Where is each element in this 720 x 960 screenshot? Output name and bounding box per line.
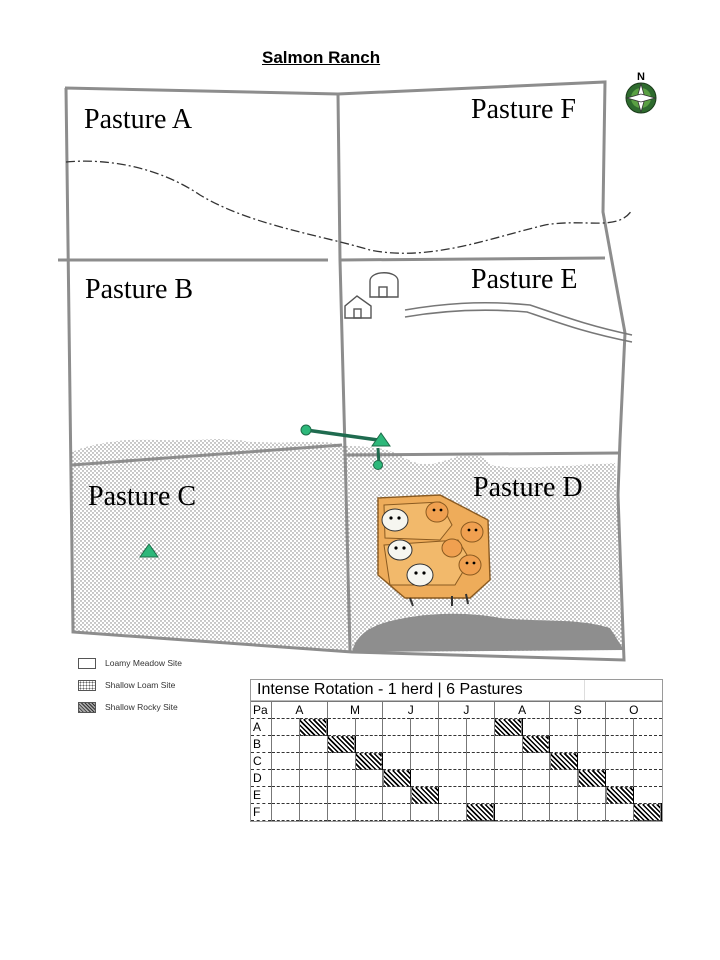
schedule-cell <box>633 787 661 804</box>
schedule-cell <box>439 770 467 787</box>
schedule-cell <box>355 787 383 804</box>
legend-item-meadow <box>78 652 182 674</box>
schedule-cell <box>439 719 467 736</box>
grazing-period-cell <box>578 770 606 787</box>
schedule-cell <box>411 770 439 787</box>
schedule-cell <box>466 719 494 736</box>
schedule-cell <box>578 719 606 736</box>
schedule-cell <box>606 719 634 736</box>
map-legend <box>78 652 182 718</box>
pasture-row-label: D <box>251 770 272 787</box>
schedule-cell <box>550 804 578 821</box>
schedule-cell <box>327 753 355 770</box>
schedule-cell <box>299 804 327 821</box>
pasture-a-label: Pasture A <box>84 104 193 135</box>
schedule-cell <box>578 804 606 821</box>
schedule-cell <box>272 787 300 804</box>
schedule-cell <box>411 753 439 770</box>
schedule-cell <box>439 736 467 753</box>
pasture-row-label: F <box>251 804 272 821</box>
schedule-cell <box>355 770 383 787</box>
month-header: M <box>327 702 383 719</box>
meadow-swatch <box>78 658 96 669</box>
schedule-cell <box>411 736 439 753</box>
schedule-cell <box>606 753 634 770</box>
grazing-period-cell <box>355 753 383 770</box>
schedule-cell <box>522 753 550 770</box>
schedule-cell <box>411 719 439 736</box>
schedule-grid <box>251 701 662 821</box>
schedule-cell <box>522 770 550 787</box>
grazing-period-cell <box>299 719 327 736</box>
schedule-cell <box>633 770 661 787</box>
schedule-cell <box>494 787 522 804</box>
grazing-period-cell <box>550 753 578 770</box>
pasture-row-label: E <box>251 787 272 804</box>
schedule-cell <box>578 753 606 770</box>
pasture-f-label: Pasture F <box>471 94 576 125</box>
map-title: Salmon Ranch <box>262 48 381 67</box>
schedule-cell <box>466 736 494 753</box>
schedule-cell <box>299 753 327 770</box>
schedule-title: Intense Rotation - 1 herd | 6 Pastures <box>251 680 662 701</box>
legend-label: Shallow Rocky Site <box>105 702 178 712</box>
grazing-period-cell <box>383 770 411 787</box>
loam-swatch <box>78 680 96 691</box>
compass-label: N <box>637 71 645 83</box>
schedule-cell <box>439 804 467 821</box>
rocky-swatch <box>78 702 96 713</box>
barn-icon <box>370 273 398 297</box>
schedule-cell <box>383 719 411 736</box>
rotation-schedule <box>250 679 663 822</box>
schedule-cell <box>606 770 634 787</box>
schedule-cell <box>550 770 578 787</box>
schedule-cell <box>606 736 634 753</box>
month-header: J <box>439 702 495 719</box>
schedule-row <box>251 804 662 821</box>
legend-label: Shallow Loam Site <box>105 680 176 690</box>
schedule-cell <box>327 770 355 787</box>
schedule-row <box>251 770 662 787</box>
schedule-cell <box>578 736 606 753</box>
schedule-cell <box>383 736 411 753</box>
schedule-row <box>251 719 662 736</box>
month-header: A <box>494 702 550 719</box>
schedule-cell <box>439 787 467 804</box>
schedule-cell <box>355 736 383 753</box>
schedule-cell <box>299 787 327 804</box>
pasture-e-label: Pasture E <box>471 264 578 295</box>
schedule-cell <box>494 770 522 787</box>
house-icon <box>345 296 371 318</box>
pasture-row-label: A <box>251 719 272 736</box>
schedule-corner-label: Pa <box>251 702 272 719</box>
schedule-cell <box>522 804 550 821</box>
pasture-row-label: C <box>251 753 272 770</box>
schedule-cell <box>272 804 300 821</box>
schedule-cell <box>299 736 327 753</box>
schedule-cell <box>522 787 550 804</box>
schedule-cell <box>522 719 550 736</box>
schedule-cell <box>633 753 661 770</box>
pasture-d-label: Pasture D <box>473 472 583 503</box>
schedule-row <box>251 753 662 770</box>
road <box>405 303 632 342</box>
grazing-period-cell <box>327 736 355 753</box>
schedule-cell <box>466 753 494 770</box>
pasture-b-label: Pasture B <box>85 274 194 305</box>
schedule-cell <box>494 804 522 821</box>
schedule-cell <box>383 753 411 770</box>
schedule-cell <box>466 770 494 787</box>
grazing-period-cell <box>466 804 494 821</box>
schedule-cell <box>383 804 411 821</box>
schedule-cell <box>272 770 300 787</box>
pasture-c-label: Pasture C <box>88 481 197 512</box>
schedule-cell <box>383 787 411 804</box>
schedule-cell <box>550 787 578 804</box>
schedule-cell <box>578 787 606 804</box>
schedule-cell <box>355 719 383 736</box>
schedule-cell <box>327 719 355 736</box>
schedule-cell <box>550 719 578 736</box>
grazing-period-cell <box>522 736 550 753</box>
schedule-cell <box>272 719 300 736</box>
grazing-period-cell <box>494 719 522 736</box>
schedule-header-row <box>251 702 662 719</box>
legend-item-loam <box>78 674 182 696</box>
schedule-cell <box>633 719 661 736</box>
grazing-period-cell <box>633 804 661 821</box>
legend-label: Loamy Meadow Site <box>105 658 183 668</box>
month-header: J <box>383 702 439 719</box>
month-header: O <box>606 702 662 719</box>
schedule-cell <box>550 736 578 753</box>
schedule-cell <box>272 736 300 753</box>
schedule-cell <box>355 804 383 821</box>
schedule-row <box>251 787 662 804</box>
schedule-cell <box>494 753 522 770</box>
month-header: A <box>272 702 328 719</box>
schedule-cell <box>494 736 522 753</box>
legend-item-rocky <box>78 696 182 718</box>
north-arrow-icon <box>626 71 656 113</box>
schedule-cell <box>606 804 634 821</box>
creek-line <box>66 161 632 253</box>
schedule-cell <box>633 736 661 753</box>
grazing-period-cell <box>411 787 439 804</box>
pasture-row-label: B <box>251 736 272 753</box>
schedule-cell <box>411 804 439 821</box>
schedule-cell <box>439 753 467 770</box>
schedule-cell <box>299 770 327 787</box>
livestock-herd-icon <box>378 495 490 606</box>
schedule-row <box>251 736 662 753</box>
schedule-cell <box>327 787 355 804</box>
schedule-cell <box>272 753 300 770</box>
grazing-period-cell <box>606 787 634 804</box>
schedule-cell <box>466 787 494 804</box>
month-header: S <box>550 702 606 719</box>
schedule-cell <box>327 804 355 821</box>
